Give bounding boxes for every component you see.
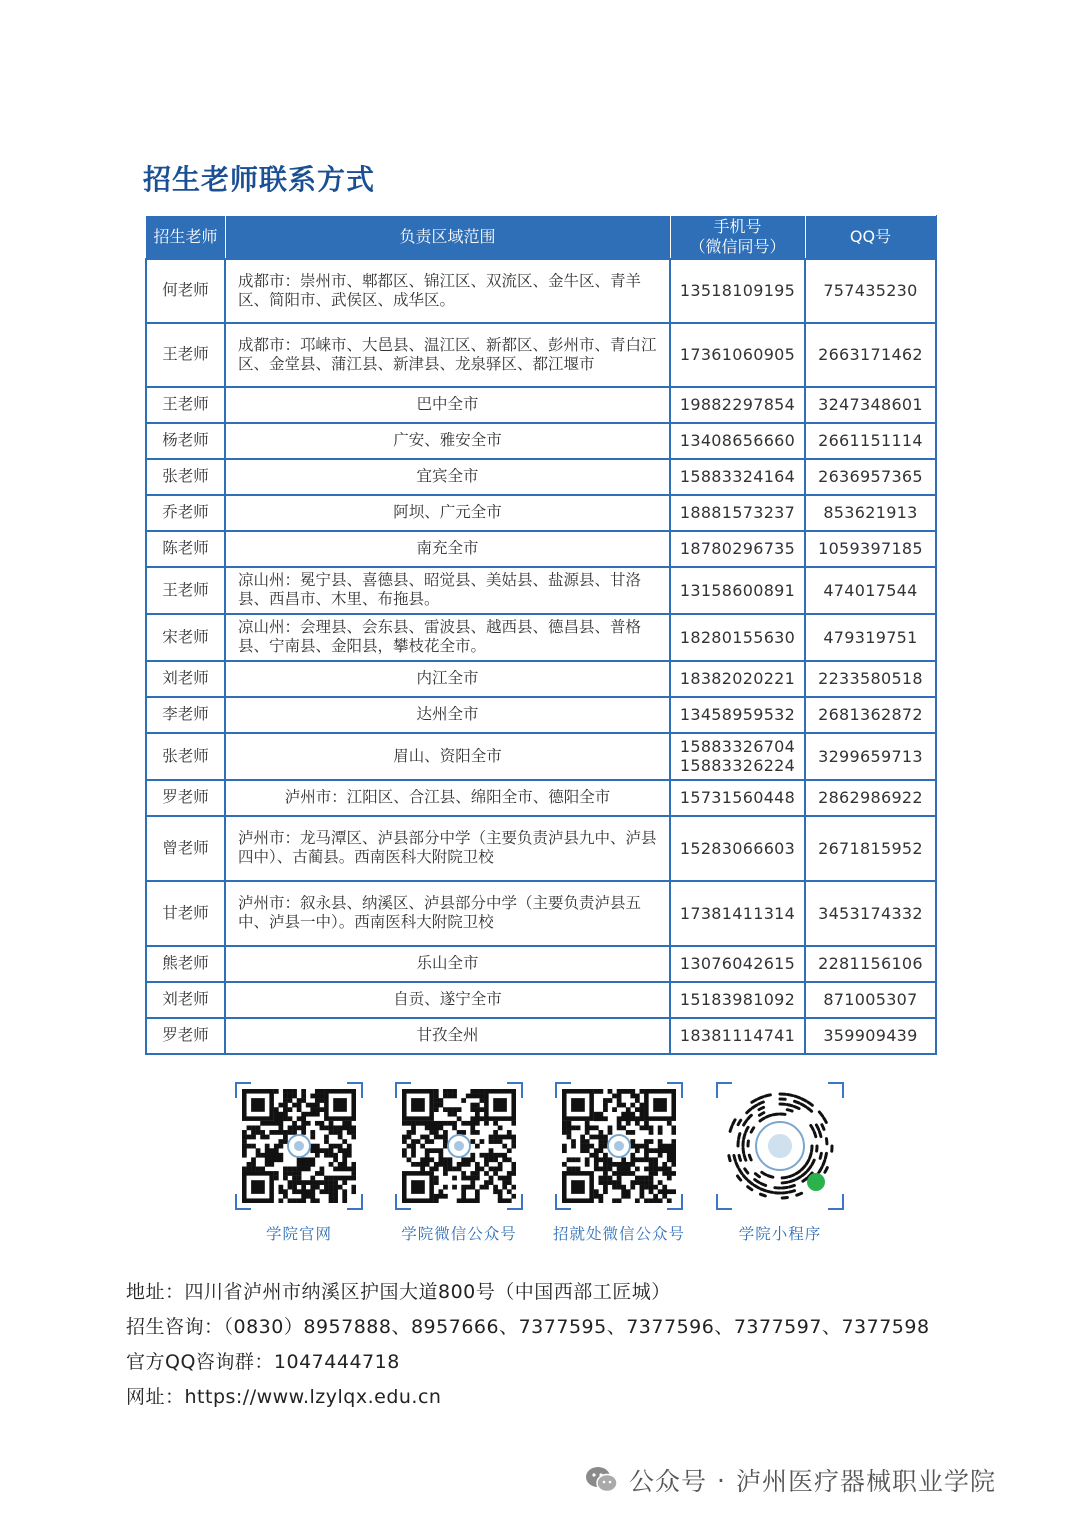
phone-cell: 18780296735 [670, 531, 805, 567]
address-line: 地址：四川省泸州市纳溪区护国大道800号（中国西部工匠城） [126, 1281, 671, 1303]
qq-cell: 2663171462 [805, 323, 936, 387]
region-cell: 广安、雅安全市 [225, 423, 670, 459]
table-row [146, 259, 936, 323]
qq-cell: 2671815952 [805, 816, 936, 881]
table-row [146, 531, 936, 567]
contact-info [126, 1280, 986, 1420]
table-row [146, 661, 936, 697]
teacher-cell: 罗老师 [146, 1018, 225, 1054]
teacher-cell: 张老师 [146, 459, 225, 495]
qr-caption-mini-program: 学院小程序 [738, 1225, 822, 1243]
footer-account-name: 泸州医疗器械职业学院 [735, 1467, 996, 1496]
phone-cell: 18881573237 [670, 495, 805, 531]
teacher-cell: 张老师 [146, 733, 225, 780]
region-cell: 成都市：崇州市、郫都区、锦江区、双流区、金牛区、青羊区、简阳市、武侯区、成华区。 [225, 259, 670, 323]
phone-cell: 13076042615 [670, 946, 805, 982]
qq-cell: 359909439 [805, 1018, 936, 1054]
phone-number-2: 15883326224 [679, 756, 796, 775]
qq-cell: 2681362872 [805, 697, 936, 733]
qq-cell: 757435230 [805, 259, 936, 323]
region-cell: 巴中全市 [225, 387, 670, 423]
table-row [146, 982, 936, 1018]
qq-cell: 1059397185 [805, 531, 936, 567]
admission-phone-line: 招生咨询：（0830）8957888、8957666、7377595、7377596、7377597、7377598 [126, 1316, 930, 1338]
phone-cell: 13458959532 [670, 697, 805, 733]
table-row [146, 495, 936, 531]
qr-item-wechat-official[interactable] [379, 1082, 539, 1244]
qr-caption-wechat-official: 学院微信公众号 [401, 1225, 517, 1243]
header-qq: QQ号 [805, 216, 936, 259]
phone-cell: 15283066603 [670, 816, 805, 881]
wechat-watermark [585, 1460, 996, 1500]
qq-cell: 2862986922 [805, 780, 936, 816]
table-row [146, 733, 936, 780]
mini-program-code[interactable] [716, 1082, 844, 1210]
region-cell: 泸州市：江阳区、合江县、绵阳全市、德阳全市 [225, 780, 670, 816]
table-row [146, 614, 936, 661]
region-cell: 内江全市 [225, 661, 670, 697]
region-cell: 凉山州：会理县、会东县、雷波县、越西县、德昌县、普格县、宁南县、金阳县，攀枝花全市。 [225, 614, 670, 661]
table-row [146, 780, 936, 816]
region-cell: 自贡、遂宁全市 [225, 982, 670, 1018]
header-region: 负责区域范围 [225, 216, 670, 259]
mini-program-pattern [723, 1089, 837, 1203]
teacher-cell: 李老师 [146, 697, 225, 733]
qq-cell: 2636957365 [805, 459, 936, 495]
footer-prefix: 公众号 [629, 1467, 708, 1496]
teacher-cell: 宋老师 [146, 614, 225, 661]
website-line[interactable]: 网址：https://www.lzylqx.edu.cn [126, 1386, 442, 1408]
table-row [146, 567, 936, 614]
region-cell: 甘孜全州 [225, 1018, 670, 1054]
phone-cell: 13408656660 [670, 423, 805, 459]
teacher-cell: 罗老师 [146, 780, 225, 816]
teacher-cell: 曾老师 [146, 816, 225, 881]
qq-cell: 2661151114 [805, 423, 936, 459]
header-phone [670, 216, 805, 259]
phone-cell: 18382020221 [670, 661, 805, 697]
region-cell: 达州全市 [225, 697, 670, 733]
wechat-icon [585, 1465, 619, 1495]
phone-cell: 13518109195 [670, 259, 805, 323]
region-cell: 泸州市：龙马潭区、泸县部分中学（主要负责泸县九中、泸县四中）、古蔺县。西南医科大附院卫校 [225, 816, 670, 881]
qr-code-website[interactable] [235, 1082, 363, 1210]
table-row [146, 459, 936, 495]
header-phone-line1: 手机号 [713, 216, 762, 236]
footer-dot: · [717, 1465, 726, 1495]
region-cell: 南充全市 [225, 531, 670, 567]
qr-caption-website: 学院官网 [265, 1225, 332, 1243]
region-cell: 成都市：邛崃市、大邑县、温江区、新都区、彭州市、青白江区、金堂县、蒲江县、新津县、龙泉驿区、都江堰市 [225, 323, 670, 387]
region-cell: 眉山、资阳全市 [225, 733, 670, 780]
phone-cell: 18280155630 [670, 614, 805, 661]
teacher-cell: 何老师 [146, 259, 225, 323]
phone-cell: 17381411314 [670, 881, 805, 946]
region-cell: 凉山州：冕宁县、喜德县、昭觉县、美姑县、盐源县、甘洛县、西昌市、木里、布拖县。 [225, 567, 670, 614]
teacher-cell: 王老师 [146, 567, 225, 614]
header-phone-line2: （微信同号） [689, 236, 786, 256]
teacher-cell: 甘老师 [146, 881, 225, 946]
region-cell: 宜宾全市 [225, 459, 670, 495]
qq-cell: 479319751 [805, 614, 936, 661]
qq-cell: 871005307 [805, 982, 936, 1018]
qr-code-row [0, 1082, 1080, 1252]
teacher-cell: 刘老师 [146, 982, 225, 1018]
qq-cell: 3453174332 [805, 881, 936, 946]
phone-cell: 17361060905 [670, 323, 805, 387]
qq-group-line: 官方QQ咨询群：1047444718 [126, 1351, 400, 1373]
teacher-cell: 熊老师 [146, 946, 225, 982]
qq-cell: 853621913 [805, 495, 936, 531]
phone-number: 15883326704 [679, 737, 796, 756]
region-cell: 阿坝、广元全市 [225, 495, 670, 531]
phone-cell: 15883324164 [670, 459, 805, 495]
phone-cell: 13158600891 [670, 567, 805, 614]
contacts-table [145, 215, 937, 1055]
page-title: 招生老师联系方式 [143, 163, 376, 196]
qq-cell: 3299659713 [805, 733, 936, 780]
qq-cell: 2281156106 [805, 946, 936, 982]
qr-item-employment-wechat[interactable] [539, 1082, 699, 1244]
qr-caption-employment-wechat: 招就处微信公众号 [552, 1225, 685, 1243]
table-row [146, 816, 936, 881]
phone-cell: 15731560448 [670, 780, 805, 816]
teacher-cell: 杨老师 [146, 423, 225, 459]
table-header-row [146, 216, 936, 259]
qr-pattern [562, 1089, 676, 1203]
qq-cell: 2233580518 [805, 661, 936, 697]
table-row [146, 946, 936, 982]
table-row [146, 387, 936, 423]
teacher-cell: 陈老师 [146, 531, 225, 567]
table-row [146, 423, 936, 459]
qr-code-wechat-official[interactable] [395, 1082, 523, 1210]
table-row [146, 881, 936, 946]
teacher-cell: 王老师 [146, 387, 225, 423]
phone-cell: 19882297854 [670, 387, 805, 423]
qr-pattern [402, 1089, 516, 1203]
qr-item-website[interactable] [219, 1082, 379, 1244]
phone-cell: 18381114741 [670, 1018, 805, 1054]
phone-cell [670, 733, 805, 780]
teacher-cell: 刘老师 [146, 661, 225, 697]
header-teacher: 招生老师 [146, 216, 225, 259]
qq-cell: 3247348601 [805, 387, 936, 423]
teacher-cell: 王老师 [146, 323, 225, 387]
table-row [146, 697, 936, 733]
qr-pattern [242, 1089, 356, 1203]
phone-cell: 15183981092 [670, 982, 805, 1018]
table-body [146, 259, 936, 1054]
region-cell: 泸州市：叙永县、纳溪区、泸县部分中学（主要负责泸县五中、泸县一中）。西南医科大附院卫校 [225, 881, 670, 946]
region-cell: 乐山全市 [225, 946, 670, 982]
table-row [146, 323, 936, 387]
table-row [146, 1018, 936, 1054]
qr-item-mini-program[interactable] [700, 1082, 860, 1244]
qr-code-employment-wechat[interactable] [555, 1082, 683, 1210]
teacher-cell: 乔老师 [146, 495, 225, 531]
qq-cell: 474017544 [805, 567, 936, 614]
